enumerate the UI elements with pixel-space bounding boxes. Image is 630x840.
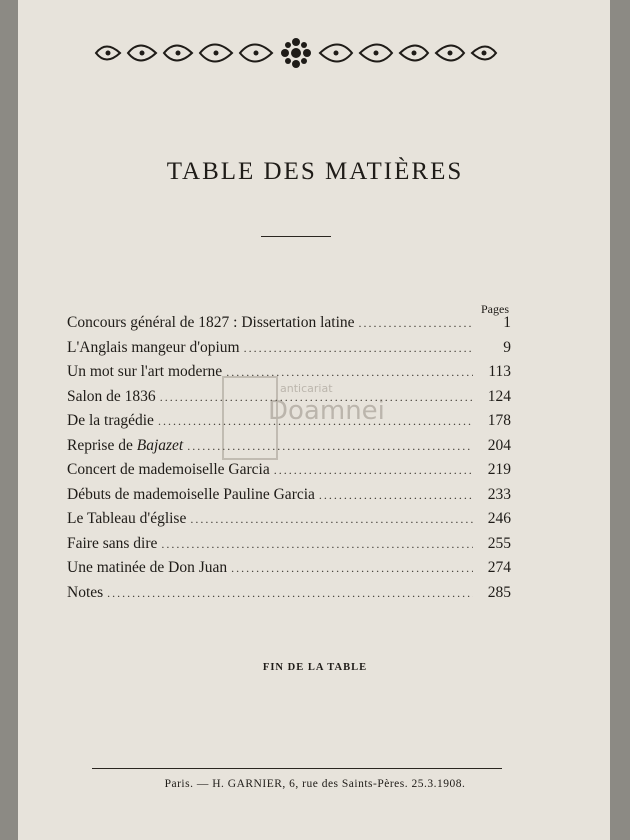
toc-entry: [67, 339, 511, 364]
watermark: [222, 372, 402, 462]
toc-entry: [67, 510, 511, 535]
toc-entry-page: 233: [487, 485, 511, 503]
toc-entry-page: 204: [487, 436, 511, 454]
toc-entry-page: 1: [503, 314, 511, 331]
toc-entry: [67, 559, 511, 584]
toc-entry-page: 9: [503, 338, 511, 356]
toc-entry-label: Notes: [67, 583, 104, 601]
toc-entry: [67, 535, 511, 560]
toc-entry-label: L'Anglais mangeur d'opium: [67, 338, 240, 356]
toc-entry-label: Le Tableau d'église: [67, 510, 187, 527]
watermark-small-text: anticariat: [280, 382, 333, 395]
toc-entry: [67, 461, 511, 486]
leader-dots: [319, 488, 473, 503]
leader-dots: [231, 561, 473, 576]
toc-entry-page: 285: [487, 583, 511, 601]
toc-entry-label: Concert de mademoiselle Garcia: [67, 461, 270, 478]
toc-entry-label: [67, 437, 183, 455]
toc-entry-page: 124: [487, 387, 511, 405]
toc-entry-label: Salon de 1836: [67, 387, 156, 405]
toc-entry-page: 274: [487, 559, 511, 576]
leader-dots: [274, 463, 473, 478]
title-rule: [261, 236, 331, 237]
toc-entry-label-prefix: Reprise de: [67, 436, 137, 454]
leader-dots: [107, 586, 473, 601]
toc-entry-label: Faire sans dire: [67, 534, 158, 552]
toc-entry-label: De la tragédie: [67, 412, 154, 429]
leader-dots: [359, 316, 473, 331]
leader-dots: [244, 341, 473, 356]
printer-imprint: Paris. — H. GARNIER, 6, rue des Saints-Pères. 25.3.1908.: [164, 778, 466, 790]
toc-entry: [67, 314, 511, 339]
toc-entry: [67, 486, 511, 511]
pages-column-header: Pages: [481, 302, 509, 316]
watermark-big-text: Doamnei: [268, 396, 385, 426]
toc-entry-label: Concours général de 1827 : Dissertation latine: [67, 314, 355, 331]
toc-entry: [67, 584, 511, 609]
toc-entry-label: Un mot sur l'art moderne: [67, 363, 223, 380]
end-of-table-note: FIN DE LA TABLE: [262, 662, 368, 673]
toc-entry-page: 219: [487, 461, 511, 478]
leader-dots: [161, 537, 473, 552]
page-title: TABLE DES MATIÈRES: [166, 158, 464, 185]
toc-entry-label: Débuts de mademoiselle Pauline Garcia: [67, 485, 315, 503]
toc-entry-page: 255: [487, 534, 511, 552]
ornament-border: [92, 30, 500, 76]
toc-entry-label-italic: Bajazet: [136, 436, 184, 454]
leader-dots: [190, 512, 473, 527]
footer-rule: [92, 768, 502, 769]
toc-entry-page: 113: [488, 363, 511, 380]
toc-entry-page: 246: [487, 510, 511, 527]
toc-entry-label: Une matinée de Don Juan: [67, 559, 228, 576]
toc-entry-page: 178: [487, 412, 511, 429]
